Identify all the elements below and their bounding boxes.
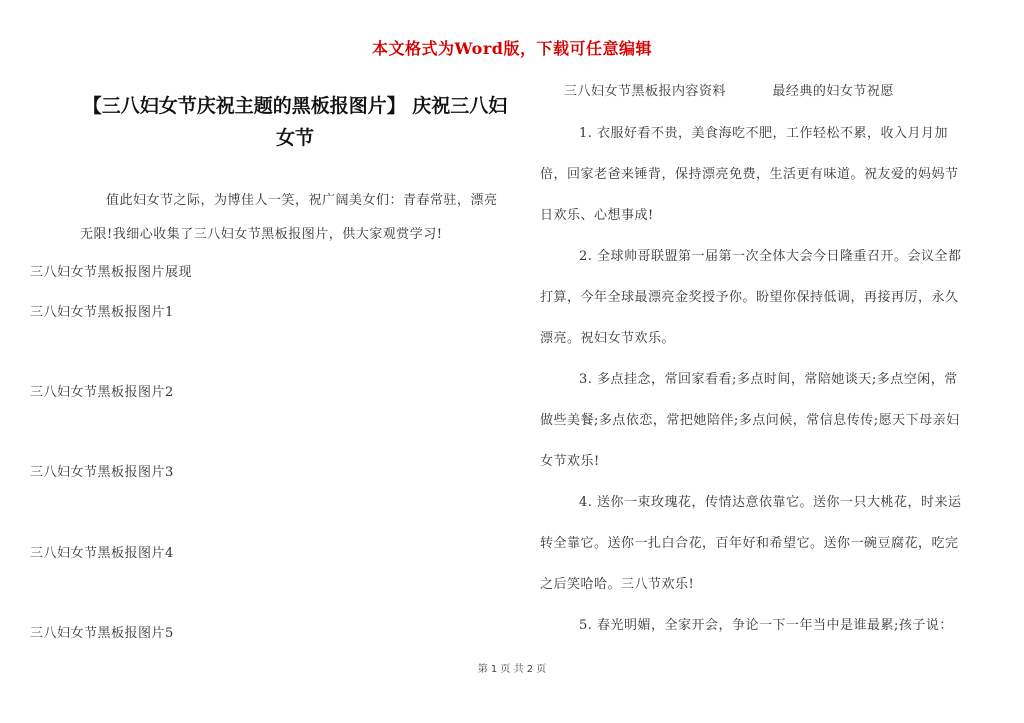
heading-content-material: 三八妇女节黑板报内容资料 — [564, 84, 727, 99]
list-item: 三八妇女节黑板报图片展现 — [30, 265, 193, 280]
wish-paragraph-1: 1. 衣服好看不贵，美食海吃不肥，工作轻松不累，收入月月加倍，回家老爸来锤背，保持漂亮免费，生活更有味道。祝友爱的妈妈节日欢乐、心想事成! — [540, 126, 959, 223]
list-item: 三八妇女节黑板报图片1 — [30, 305, 174, 320]
right-heading — [540, 80, 970, 99]
wish-paragraph-2: 2. 全球帅哥联盟第一届第一次全体大会今日隆重召开。会议全都打算，今年全球最漂亮金奖授予你。盼望你保持低调，再接再厉，永久漂亮。祝妇女节欢乐。 — [540, 249, 962, 346]
wish-paragraph-4: 4. 送你一束玫瑰花，传情达意依靠它。送你一只大桃花，时来运转全靠它。送你一扎白合花，百年好和希望它。送你一碗豆腐花，吃完之后笑哈哈。三八节欢乐! — [540, 495, 962, 592]
page-number: 第 1 页 共 2 页 — [477, 664, 547, 675]
intro-paragraph: 值此妇女节之际，为博佳人一笑，祝广阔美女们：青春常驻，漂亮无限!我细心收集了三八妇女节黑板报图片，供大家观赏学习! — [80, 193, 498, 242]
wish-paragraph-5: 5. 春光明媚，全家开会，争论一下一年当中是谁最累;孩子说： — [579, 618, 953, 633]
list-item: 三八妇女节黑板报图片2 — [30, 385, 174, 400]
format-banner: 本文格式为Word版，下载可任意编辑 — [372, 39, 652, 58]
list-item: 三八妇女节黑板报图片4 — [30, 546, 174, 561]
left-column — [80, 90, 510, 265]
list-item: 三八妇女节黑板报图片3 — [30, 465, 174, 480]
right-column — [540, 80, 970, 646]
list-item: 三八妇女节黑板报图片5 — [30, 626, 174, 641]
wish-paragraph-3: 3. 多点挂念，常回家看看;多点时间，常陪她谈天;多点空闲，常做些美餐;多点依恋，常把她陪伴;多点问候，常信息传传;愿天下母亲妇女节欢乐! — [540, 372, 960, 469]
page-title: 【三八妇女节庆祝主题的黑板报图片】 庆祝三八妇女节 — [82, 95, 508, 149]
heading-classic-wishes: 最经典的妇女节祝愿 — [772, 84, 894, 99]
